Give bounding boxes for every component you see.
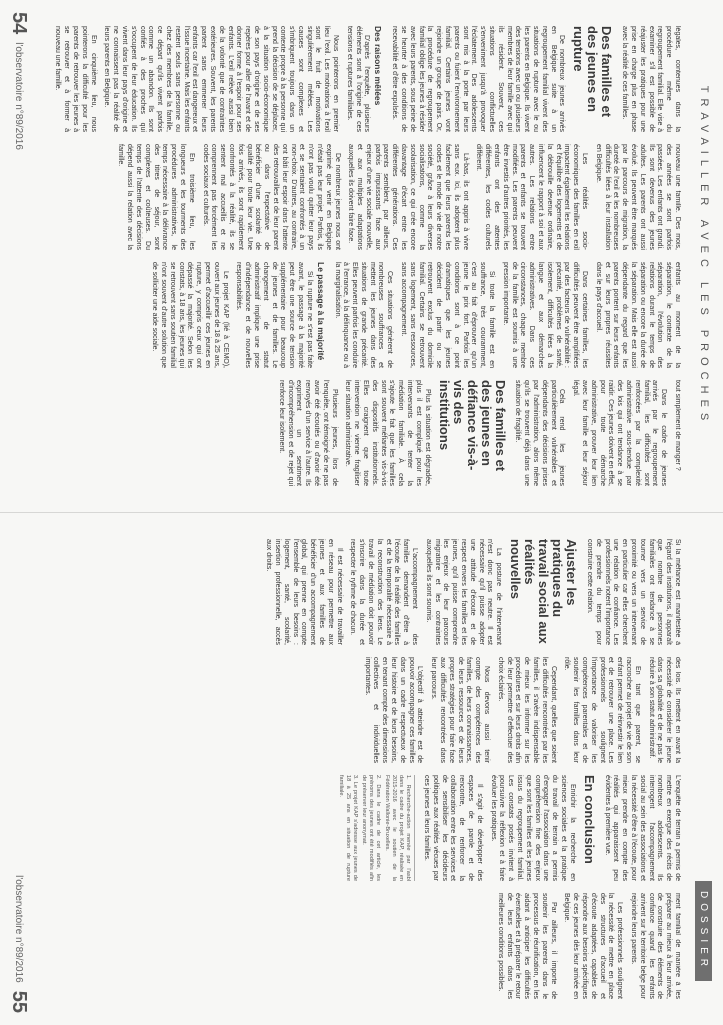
paragraph: tout simplement de manger ? (674, 380, 681, 471)
right-header (693, 513, 715, 1025)
paragraph: ment familial de manière à les préparer au mieux à leur arrivée, de construire des éléments de confiance quand les enfants arrivent sur le territoire belge pour rejoindre leurs parents. (630, 893, 681, 999)
paragraph: Plus la situation est dégradée, plus il est compliqué pour les intervenants de tenter la médiation familiale. À cela s'ajoute le fait que les familles sont souvent méfiantes vis-à-vis des dispositifs institutionnels. Elles craignent que toute intervention ne vienne fragiliser leur situation administrative. (344, 380, 431, 486)
paragraph: enfants au moment de la séparation, le contexte de la séparation, l'évolution des relations durant le temps de séparation ou encore la durée de la séparation. Mais elle est aussi dépendante du regard que les parents portent sur leurs enfants et sur leurs propres réussites dans le pays d'accueil. (594, 262, 681, 368)
paragraph: En tant que parent, se raccrocher au projet de vie de son enfant permet de réinvestir le lien et de retrouver une place. Les professionnels soulignent l'importance de valoriser les compétences parentales et de soutenir les familles dans leur rôle. (563, 657, 641, 763)
footnotes (337, 775, 415, 881)
text-column (38, 893, 681, 999)
text-column (38, 26, 681, 132)
paragraph: Si toute la famille est en souffrance, très couramment, c'est au fait d'éprouver qu'un jeune le prix fort. Parfois les conditions sont à ce point dramatiques que les jeunes décident de partir ou se retrouvent exclus du domicile familial. Certains se retrouvent sans logement, sans ressources, sans accompagnement. (400, 262, 496, 368)
paragraph: Il s'agit de développer des espaces de parole et de rencontre, de renforcer la collaboration entre les services et de sensibiliser les décideurs politiques aux réalités vécues par ces jeunes et leurs familles. (423, 775, 483, 881)
right-footer (8, 525, 30, 1013)
paragraph: D'après l'enquête, plusieurs éléments sont à l'origine de ces tensions et ruptures familiales. (345, 26, 371, 132)
paragraph: nouveau une famille. Des mois, des années se sont parfois passées. Les enfants ont grandi. Ils sont devenus des jeunes adultes. Les parents ont aussi évolué. Ils peuvent être marqués par le parcours de migration, la dureté de l'exil et les nombreuses difficultés liées à leur installation en Belgique. (594, 144, 681, 250)
page-number: 54 (8, 12, 31, 35)
journal-name: l'observatoire n°89/2016 (13, 42, 25, 150)
paragraph: Là-bas, ils ont appris à vivre sans eux. Ici, ils adoptent plus facilement que leurs parents les codes et le mode de vie de notre société, grâce à leurs diverses socialisations, comme la scolarisation, ce qui crée encore davantage d'écart entre les différentes générations. Ces parents semblent, par ailleurs, parfois impuissants face aux enjeux d'une vie sociale nouvelle, et aux multiples adaptations auxquelles ils doivent faire face. (347, 144, 469, 250)
paragraph: Ces situations génèrent de nombreuses souffrances et mettent les jeunes dans des situations de grande précarité. Elles peuvent parfois les conduire à l'errance, à la délinquance ou à la marginalisation. (333, 262, 394, 368)
subsection-heading: Des raisons mêlées (373, 26, 384, 106)
paragraph: Plusieurs jeunes, lors de l'enquête, ont témoigné de ne pas avoir été écoutés ou d'avoir été renvoyés d'un service à l'autre. Ils expriment un sentiment d'incompréhension et de rejet qui renforce leur isolement. (277, 380, 338, 486)
paragraph: L'accompagnement des familles demandent d'être à l'écoute de la réalité des familles et de la temporalité nécessaire à la reconstruction des liens. Le travail de médiation doit pouvoir s'inscrire dans la durée et respecter le rythme de chacun. (349, 539, 419, 645)
paragraph: Nous pointerons en premier lieu l'exil. Les motivations à l'exil sont le fruit de motivations singulièrement mêlées. Les causes sont complexes et s'imbriquent toujours dans un contexte propre à la personne qui prend la décision de se déplacer, à la situation socio-économique de son pays d'origine et de ses repères pour aller de l'avant et de donner forme à l'espoir pour ses enfants. L'exil relève aussi bien de la volonté que de contraintes extérieures. Souvent, les parents partent sans emmener leurs enfants car l'exil est dangereux et l'issue incertaine. Mais les enfants restent seuls sans personne ou chez des membres de la famille, ce départ qu'ils vivent parfois comme un abandon. Ils sont confiés à des proches qui s'occupent de leur éducation. Ils vivent dans leur pays d'origine et ne connaissent pas la réalité de leurs parents en Belgique. (103, 26, 340, 132)
dossier-label: DOSSIER (696, 881, 713, 981)
paragraph: Le projet KAP (lié à CEMO), ouvert aux jeunes de 18 à 25 ans, permet d'accueillir ces jeunes en rupture, y compris ceux qui ont dépassé la majorité. Selon les constats, à 18 ans, les jeunes qui se retrouvent sans soutien familial n'ont souvent d'autre solution que de solliciter une aide sociale. (151, 262, 229, 368)
right-page (0, 512, 723, 1025)
text-column (38, 539, 681, 645)
paragraph: légales, contenues dans la procédure même du regroupement familial. Elle vise à examiner s'il est possible de réajuster les pratiques pour une prise en charge plus en phase avec la réalité de ces familles. (621, 26, 681, 132)
paragraph: Il est nécessaire de travailler en réseau pour permettre aux jeunes et aux familles de bénéficier d'un accompagnement global, qui prenne en compte l'ensemble de leurs besoins : logement, santé, scolarité, insertion professionnelle, accès aux droits. (265, 539, 343, 645)
paragraph: des lois. Ils mettent en avant la nécessité de considérer le jeune dans sa globalité et de ne pas le réduire à son statut administratif. (647, 657, 681, 763)
paragraph: La posture de l'intervenant n'est donc pas neutre. Il est nécessaire qu'il puisse adopter une attitude d'écoute et de respect envers les familles et les jeunes, qu'il puisse comprendre les enjeux de leur parcours migratoire et les contraintes auxquelles ils sont soumis. (424, 539, 503, 645)
footnote: 1. Recherche-action menée par l'asbl dans le cadre du projet KAP, réalisée en 2015-2016 avec le soutien de la Fédération Wallonie-Bruxelles. (384, 775, 412, 881)
section-label: TRAVAILLER AVEC LES PROCHES (698, 85, 710, 427)
paragraph: L'objectif à atteindre est de pouvoir accompagner ces familles dans un cadre respectueux de leur histoire et de leurs besoins, en tenant compte des dimensions collectives et individuelles importantes. (363, 657, 424, 763)
paragraph: De nombreux jeunes nous ont exprimé que venir en Belgique n'était pas leur projet. Parfois, ils n'ont pas voulu quitter leur pays et se sentaient confrontés à un non-choix. D'autres, au contraire, ont bâti leur espoir dans l'attente des retrouvailles et de leur parent ou dans l'expectative de bénéficier d'une scolarité de qualité pour toute leur vie. Une fois arrivés, ils sont rapidement confrontés à la réalité, ils se sentent mal accueillis et ne comprennent pas forcément les codes sociaux et culturels. (201, 144, 341, 250)
paragraph: Dans le cadre de jeunes arrivés par le regroupement familial, les difficultés sont renforcées par la complexité administrative sous-tendue par des lois qui ont tendance à se raidir. Ces jeunes doivent en effet, pour toute démarche administrative, prouver leur lien avec leur famille et leur séjour légal. (572, 380, 668, 486)
text-column (38, 262, 681, 368)
paragraph: De nombreux jeunes arrivés en Belgique suite à un regroupement familial vivent des situations de rupture avec le ou les parents en Belgique. Ils vivent des tensions avec un ou plusieurs membres de leur famille avec qui ils résident. Souvent, ces situations conflictuelles s'enveniment jusqu'à provoquer l'éclatement. Des adolescents sont mis à la porte par leurs parents ou fuient l'environnement familial. Certains jeunes vont rejoindre un groupe de pairs. Or, la procédure de regroupement familial oblige les jeunes à résider avec leurs parents, sous peine de se heurter à des conditions de recevabilité et d'être expulsés. (391, 26, 566, 132)
text-column (38, 775, 681, 881)
section-heading: En conclusion (581, 775, 597, 864)
text-column (38, 144, 681, 250)
subsection-heading: Le passage à la majorité (315, 262, 326, 361)
text-column (38, 657, 681, 763)
paragraph: Enrichir la recherche en sciences sociales et la pratique du travail de terrain a permis d'engager l'association dans une compréhension fine des enjeux que sont les familles et les jeunes issus du regroupement familial. Les constats posés invitent à poursuivre la réflexion et à faire évoluer les pratiques. (489, 775, 576, 881)
footnote: 2. Dans le cadre de cet article, les prénoms des jeunes ont été modifiés afin de préserver leur anonymat. (361, 775, 382, 881)
left-columns (38, 26, 681, 486)
text-column (38, 380, 681, 486)
left-page (0, 0, 723, 512)
left-footer (8, 12, 30, 500)
paragraph: En troisième lieu, les longueurs et les tourments des procédures administratives, le temps nécessaire à la délivrance des titres de séjour, sont complexes et coûteuses. Du temps de l'attente des décisions dépend aussi la relation avec la famille. (117, 144, 195, 250)
journal-name: l'observatoire n°89/2016 (13, 875, 25, 983)
section-heading: Des familles et des jeunes en rupture (571, 26, 615, 118)
paragraph: Cependant, quelles que soient les difficultés rencontrées par les familles, il s'avère indispensable de mieux les informer sur les procédures et sur leurs droits afin de leur permettre d'effectuer des choix éclairés. (496, 657, 557, 763)
section-heading: Ajuster les pratiques du travail social aux réalités nouvelles (508, 539, 580, 644)
paragraph: Si la méfiance est manifestée à l'égard des institutions, il apparaît que nombre de personnes familiales ont tendance à se tourner vers un service de proximité ou vers un intervenant en particulier car elles cherchent une relation de confiance. Les professionnels notent l'importance de prendre du temps pour construire cette relation. (586, 539, 681, 645)
paragraph: Par ailleurs, il importe de soutenir les parents dans le processus de réunification, en les aidant à anticiper les difficultés éventuelles et à préparer le retour de leurs enfants dans les meilleures conditions possibles. (496, 893, 557, 999)
section-heading: Des familles et des jeunes en défiance vis-à-vis des institutions (436, 380, 508, 472)
paragraph: Les professionnels soulignent la nécessité de mettre en place des structures d'accueil et d'écoute adaptées, capables de répondre aux besoins spécifiques de ces jeunes dès leur arrivée en Belgique. (563, 893, 624, 999)
paragraph: Dans certaines familles, les difficultés peuvent être amplifiées par des facteurs de vulnérabilité : précarité, problèmes de santé, isolement, difficultés liées à la langue et aux démarches administratives. Dans ces circonstances, chaque membre de la famille est soumis à une pression importante. (501, 262, 589, 368)
paragraph: Si la rupture ne s'est pas faite avant, le passage à la majorité peut être une source de tension supplémentaire pour beaucoup de jeunes et de familles. Le changement de statut administratif implique une prise d'indépendance et de nouvelles responsabilités. (235, 262, 313, 368)
paragraph: Nous devons aussi tenir compte des compétences des familles, de leurs connaissances, de leurs ressources et de leurs propres stratégies pour faire face aux difficultés rencontrées dans leur parcours. (430, 657, 491, 763)
paragraph: Les réalités socio-économiques des familles en exil impactent également les relations et l'équilibre des logements et de la débrouille devenue ordinaire, influencent le rapport à soi et aux autres. Les relations entre parents et enfants se trouvent modifiées. Les parents peuvent être investis d'autres priorités, les enfants ont des attentes différentes, les codes culturels diffèrent. (475, 144, 589, 250)
paragraph: L'enquête de terrain a permis de mettre en exergue des récits de nombreux adolescents. Ils interrogent l'accompagnement social au sein des associations et la nécessité d'être à l'écoute, pour mieux prendre en compte des réalités qui apparaissent peu évidentes à première vue. (603, 775, 681, 881)
footnote: 3. Le projet KAP s'adresse aux jeunes de 18 à 25 ans en situation de rupture familiale. (338, 775, 359, 881)
left-header (693, 0, 715, 512)
paragraph: En cinquième lieu, nous pointerons la difficulté pour les parents de retrouver les jeunes à se retrouver et à former à nouveau une famille. (54, 26, 97, 132)
page-number: 55 (8, 990, 31, 1013)
paragraph: Cela rend les jeunes particulièrement vulnérables et dépendants des décisions prises par l'administration, alors même qu'ils se trouvent déjà dans une situation de fragilité. (514, 380, 566, 486)
right-columns (38, 539, 681, 999)
